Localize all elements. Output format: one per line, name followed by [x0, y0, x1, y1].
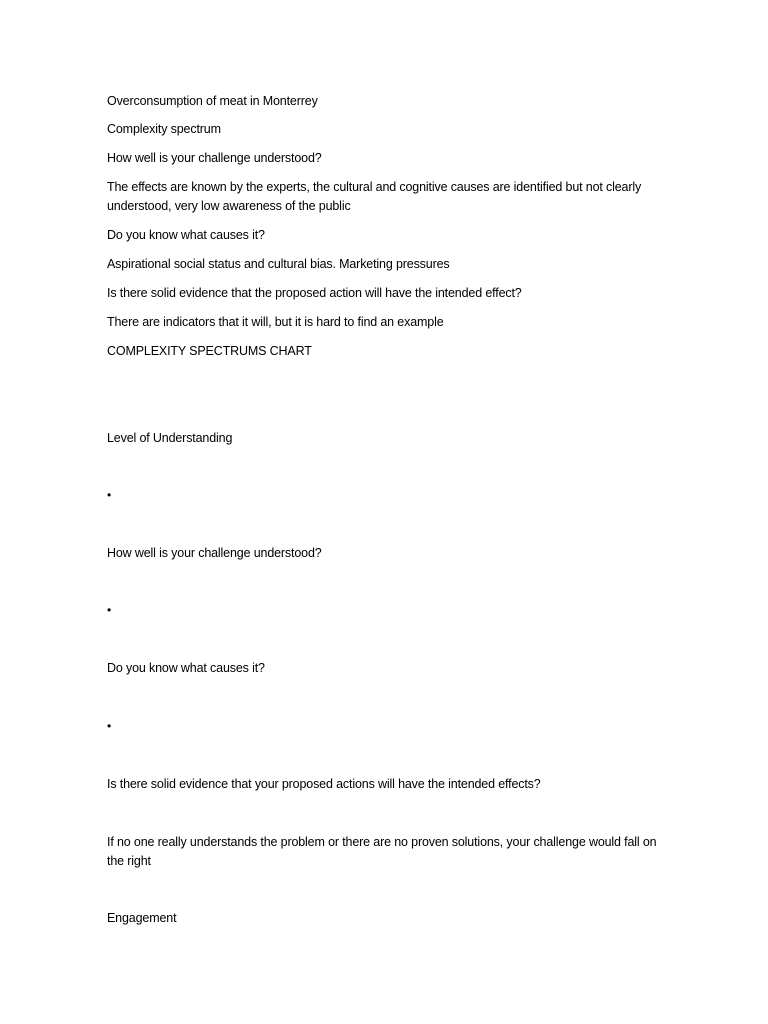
question-evidence: Is there solid evidence that the proposed action will have the intended effect? [107, 286, 522, 300]
answer-causes: Aspirational social status and cultural bias. Marketing pressures [107, 257, 450, 271]
document-subtitle: Complexity spectrum [107, 122, 221, 136]
note-paragraph: If no one really understands the problem or there are no proven solutions, your challenge would fall on the right [107, 835, 657, 868]
list-item-causes: Do you know what causes it? [107, 661, 265, 675]
chart-heading: COMPLEXITY SPECTRUMS CHART [107, 344, 312, 358]
bullet-3: • [107, 719, 112, 733]
question-causes: Do you know what causes it? [107, 228, 265, 242]
engagement-heading: Engagement [107, 911, 177, 925]
document-title: Overconsumption of meat in Monterrey [107, 94, 318, 108]
level-of-understanding-heading: Level of Understanding [107, 431, 233, 445]
bullet-1: • [107, 488, 112, 502]
bullet-2: • [107, 603, 112, 617]
question-understood: How well is your challenge understood? [107, 151, 322, 165]
answer-evidence: There are indicators that it will, but it is hard to find an example [107, 315, 444, 329]
list-item-understood: How well is your challenge understood? [107, 546, 322, 560]
list-item-evidence: Is there solid evidence that your proposed actions will have the intended effects? [107, 777, 541, 791]
answer-understood: The effects are known by the experts, the cultural and cognitive causes are identified but not clearly understood, very low awareness of the public [107, 180, 642, 213]
